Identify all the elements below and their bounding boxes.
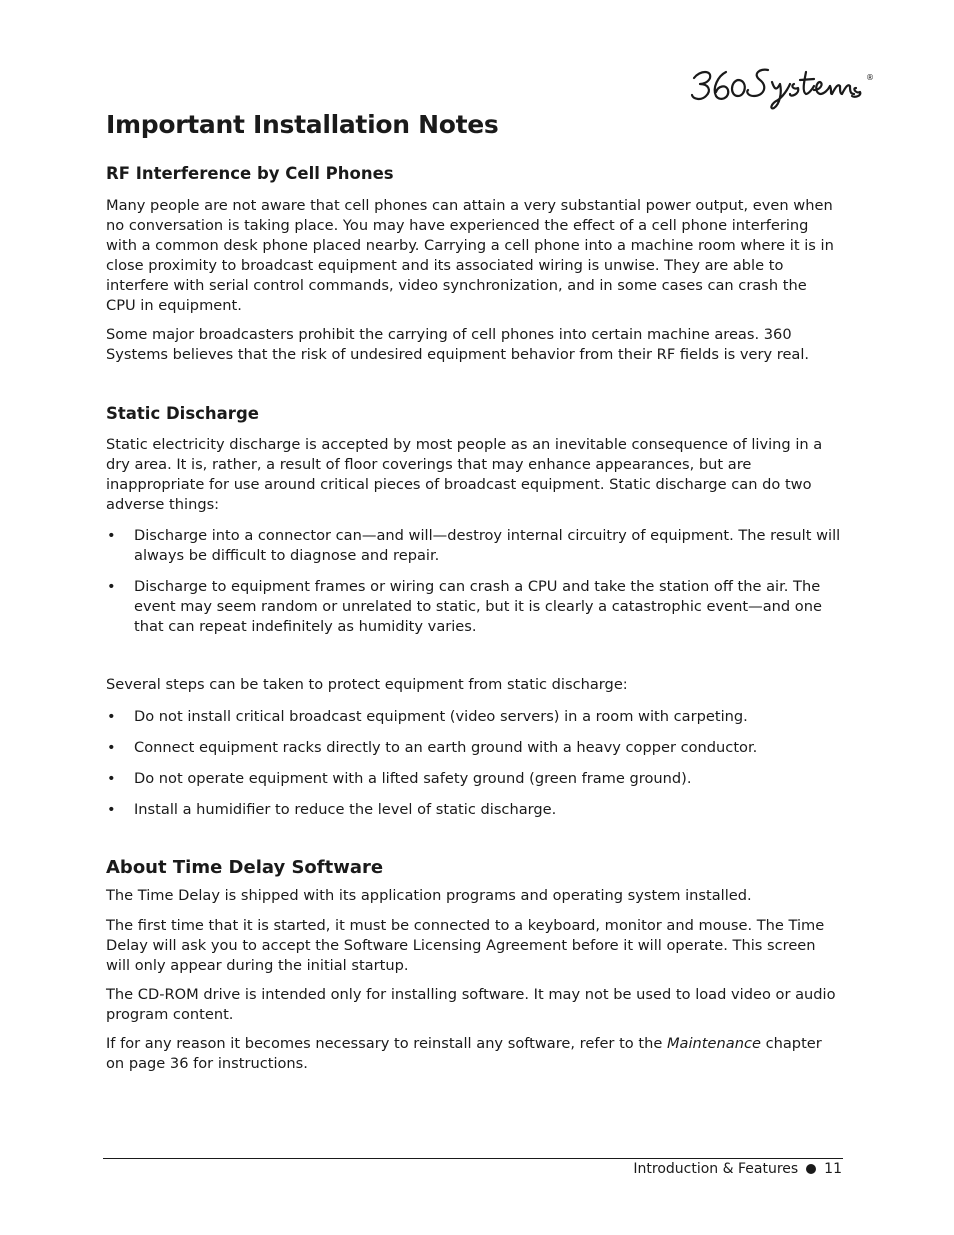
page-title: Important Installation Notes <box>106 110 499 139</box>
logo-script-graphic <box>690 62 880 110</box>
heading-rf-interference: RF Interference by Cell Phones <box>106 164 394 183</box>
paragraph-rf-2: Some major broadcasters prohibit the carrying of cell phones into certain machine areas. 360 Systems believes that the risk of undesired equipment behavior from their RF fields is very real. <box>106 326 810 363</box>
p4-text-after: chapter on page 36 for instructions. <box>106 1035 822 1072</box>
paragraph-static-1: Static electricity discharge is accepted by most people as an inevitable consequence of living in a dry area. It is, rather, a result of floor coverings that may enhance appearances, but are inappropriate for use around critical pieces of broadcast equipment. Static discharge can do two adverse things: <box>106 436 823 513</box>
paragraph-software-1: The Time Delay is shipped with its application programs and operating system installed. <box>106 887 752 904</box>
static-steps-list <box>106 707 841 820</box>
page-number: 11 <box>824 1161 842 1177</box>
list-item: • Do not operate equipment with a lifted safety ground (green frame ground). <box>106 769 841 789</box>
brand-logo <box>690 62 880 110</box>
p4-text-before: If for any reason it becomes necessary to reinstall any software, refer to the <box>106 1035 667 1052</box>
paragraph-rf-1: Many people are not aware that cell phones can attain a very substantial power output, even when no conversation is taking place. You may have experienced the effect of a cell phone interfering with a common desk phone placed nearby. Carrying a cell phone into a machine room where it is in close proximity to broadcast equipment and its associated wiring is unwise. They are able to interfere with serial control commands, video synchronization, and in some cases can crash the CPU in equipment. <box>106 197 834 314</box>
list-item: • Discharge into a connector can—and will—destroy internal circuitry of equipment. The result will always be difficult to diagnose and repair. <box>106 526 841 566</box>
maintenance-chapter-ref: Maintenance <box>666 1035 761 1052</box>
footer-rule <box>103 1158 843 1159</box>
list-item: • Discharge to equipment frames or wiring can crash a CPU and take the station off the air. The event may seem random or unrelated to static, but it is clearly a catastrophic event—and one that can repeat indefinitely as humidity varies. <box>106 577 841 637</box>
paragraph-software-4 <box>106 1034 841 1074</box>
paragraph-software-2: The first time that it is started, it must be connected to a keyboard, monitor and mouse. The Time Delay will ask you to accept the Software Licensing Agreement before it will operate. This screen will only appear during the initial startup. <box>106 917 825 974</box>
footer-section-title: Introduction & Features <box>633 1161 799 1177</box>
list-item: • Connect equipment racks directly to an earth ground with a heavy copper conductor. <box>106 738 841 758</box>
bullet-dot-icon <box>806 1164 816 1174</box>
heading-static-discharge: Static Discharge <box>106 404 259 423</box>
heading-time-delay-software: About Time Delay Software <box>106 857 384 878</box>
registered-mark: ® <box>866 73 874 82</box>
paragraph-static-2: Several steps can be taken to protect equipment from static discharge: <box>106 676 628 693</box>
static-effects-list <box>106 526 841 637</box>
paragraph-software-3: The CD-ROM drive is intended only for installing software. It may not be used to load video or audio program content. <box>106 986 836 1023</box>
list-item: • Do not install critical broadcast equipment (video servers) in a room with carpeting. <box>106 707 841 727</box>
page-footer <box>633 1160 842 1178</box>
list-item: • Install a humidifier to reduce the level of static discharge. <box>106 800 841 820</box>
